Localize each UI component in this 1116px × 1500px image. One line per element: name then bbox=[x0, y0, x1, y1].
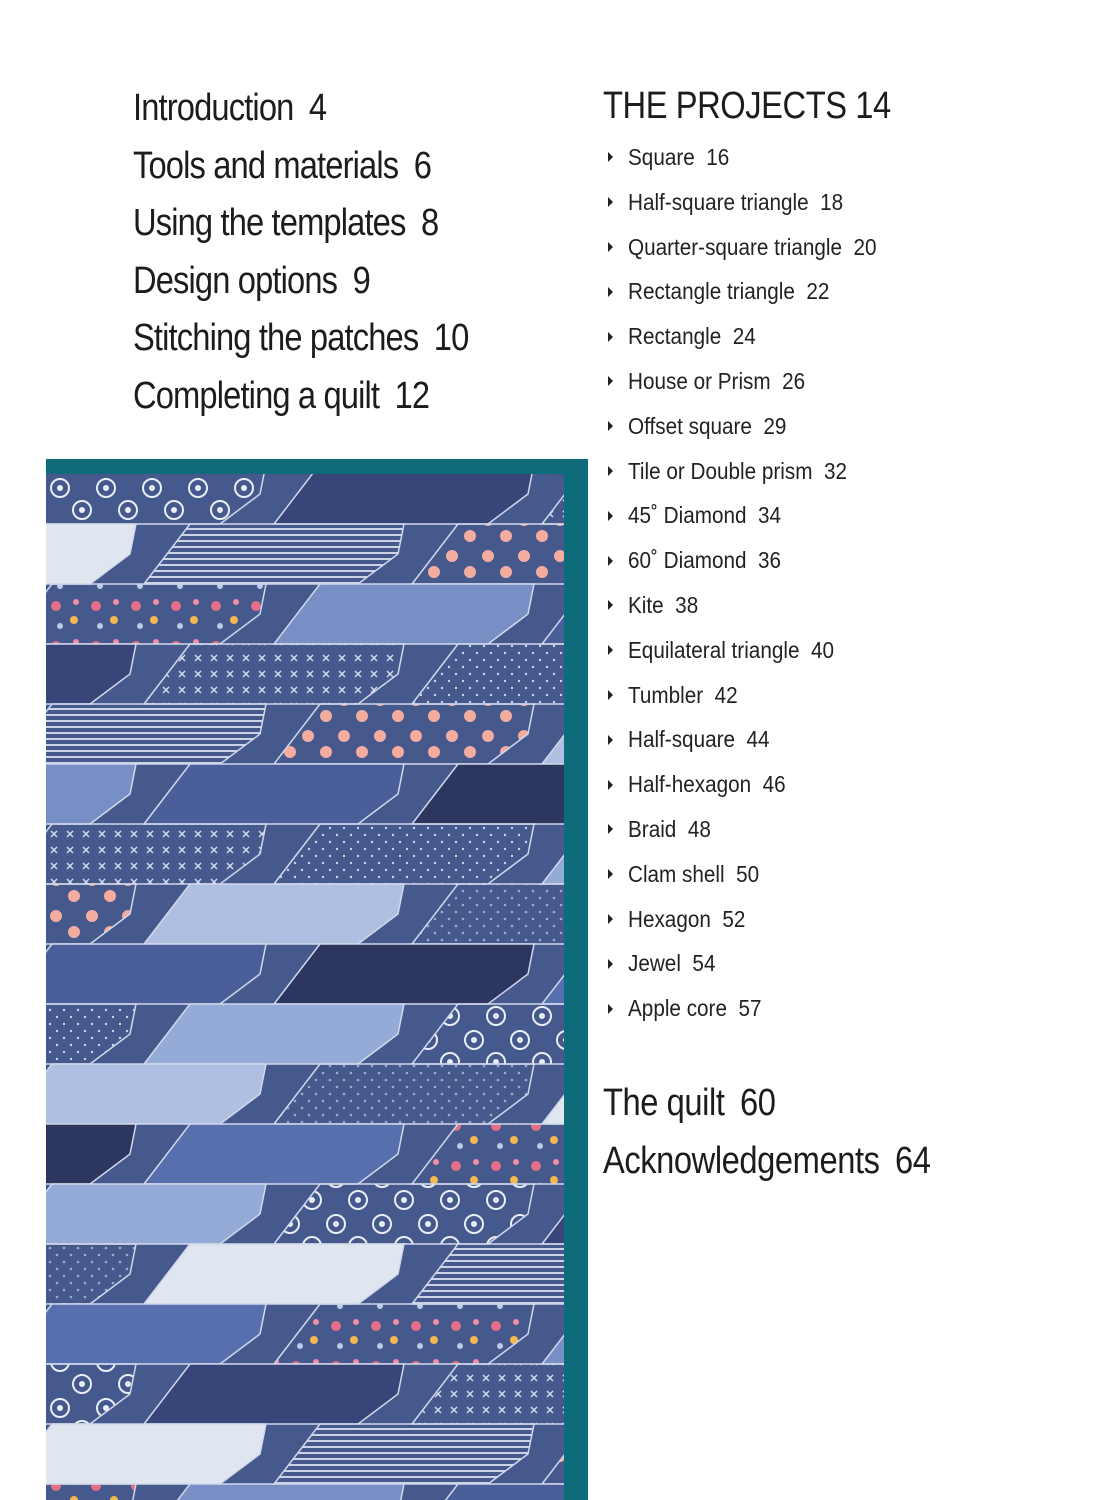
main-toc bbox=[133, 80, 523, 425]
bullet-icon bbox=[608, 959, 613, 969]
toc-title: Introduction bbox=[133, 87, 294, 129]
bullet-icon bbox=[608, 869, 613, 879]
project-item[interactable]: Jewel 54 bbox=[603, 941, 1103, 986]
project-item[interactable]: Equilateral triangle 40 bbox=[603, 628, 1103, 673]
toc-page: 6 bbox=[413, 144, 432, 187]
project-item[interactable]: House or Prism 26 bbox=[603, 359, 1103, 404]
projects-heading-title: THE PROJECTS bbox=[603, 85, 847, 127]
photo-frame bbox=[46, 459, 588, 1500]
project-item[interactable]: Apple core 57 bbox=[603, 986, 1103, 1031]
project-item[interactable]: Tile or Double prism 32 bbox=[603, 449, 1103, 494]
bullet-icon bbox=[608, 511, 613, 521]
projects-heading-page: 14 bbox=[855, 85, 891, 127]
quilt-pattern-image bbox=[46, 474, 564, 1500]
bullet-icon bbox=[608, 645, 613, 655]
toc-title: Using the templates bbox=[133, 202, 406, 244]
toc-page: 64 bbox=[894, 1140, 931, 1182]
bullet-icon bbox=[608, 376, 613, 386]
bullet-icon bbox=[608, 332, 613, 342]
toc-entry[interactable] bbox=[133, 138, 468, 196]
project-item[interactable]: Clam shell 50 bbox=[603, 852, 1103, 897]
bullet-icon bbox=[608, 600, 613, 610]
project-list bbox=[603, 135, 1103, 1031]
projects-section bbox=[603, 80, 1103, 1031]
toc-title: Design options bbox=[133, 259, 338, 302]
project-item[interactable]: Offset square 29 bbox=[603, 404, 1103, 449]
quilt-photo bbox=[46, 474, 564, 1500]
toc-entry[interactable] bbox=[133, 253, 468, 311]
project-item[interactable]: Hexagon 52 bbox=[603, 897, 1103, 942]
toc-page: 10 bbox=[433, 317, 469, 359]
project-item[interactable]: 60˚ Diamond 36 bbox=[603, 538, 1103, 583]
toc-page: 4 bbox=[308, 87, 327, 129]
bullet-icon bbox=[608, 466, 613, 476]
bullet-icon bbox=[608, 914, 613, 924]
project-item[interactable]: Rectangle triangle 22 bbox=[603, 269, 1103, 314]
toc-title: Tools and materials bbox=[133, 144, 399, 187]
toc-entry[interactable] bbox=[133, 368, 468, 426]
project-item[interactable]: Half-hexagon 46 bbox=[603, 762, 1103, 807]
toc-entry[interactable] bbox=[133, 310, 468, 368]
toc-title: Acknowledgements bbox=[603, 1140, 880, 1182]
project-item[interactable]: Tumbler 42 bbox=[603, 673, 1103, 718]
project-item[interactable]: Quarter-square triangle 20 bbox=[603, 225, 1103, 270]
bullet-icon bbox=[608, 197, 613, 207]
project-item[interactable]: Square 16 bbox=[603, 135, 1103, 180]
toc-title: The quilt bbox=[603, 1082, 725, 1124]
bullet-icon bbox=[608, 690, 613, 700]
photo-light-overlay bbox=[46, 474, 564, 1500]
bullet-icon bbox=[608, 242, 613, 252]
toc-title: Completing a quilt bbox=[133, 374, 380, 417]
bullet-icon bbox=[608, 421, 613, 431]
toc-title: Stitching the patches bbox=[133, 317, 419, 359]
toc-entry[interactable] bbox=[603, 1074, 930, 1132]
bullet-icon bbox=[608, 735, 613, 745]
closing-toc bbox=[603, 1074, 984, 1190]
bullet-icon bbox=[608, 824, 613, 834]
bullet-icon bbox=[608, 556, 613, 566]
project-item[interactable]: Half-square triangle 18 bbox=[603, 180, 1103, 225]
toc-page: 12 bbox=[394, 374, 430, 417]
toc-entry[interactable] bbox=[133, 80, 468, 138]
toc-page: 60 bbox=[739, 1082, 776, 1124]
project-item[interactable]: Rectangle 24 bbox=[603, 314, 1103, 359]
bullet-icon bbox=[608, 287, 613, 297]
projects-heading[interactable] bbox=[603, 80, 1033, 132]
project-item[interactable]: Kite 38 bbox=[603, 583, 1103, 628]
toc-entry[interactable] bbox=[133, 195, 468, 253]
project-item[interactable]: 45˚ Diamond 34 bbox=[603, 493, 1103, 538]
project-item[interactable]: Braid 48 bbox=[603, 807, 1103, 852]
bullet-icon bbox=[608, 152, 613, 162]
toc-page: 9 bbox=[352, 259, 370, 302]
project-item[interactable]: Half-square 44 bbox=[603, 717, 1103, 762]
toc-page: 8 bbox=[420, 202, 439, 244]
bullet-icon bbox=[608, 1004, 613, 1014]
toc-entry[interactable] bbox=[603, 1132, 930, 1190]
bullet-icon bbox=[608, 780, 613, 790]
